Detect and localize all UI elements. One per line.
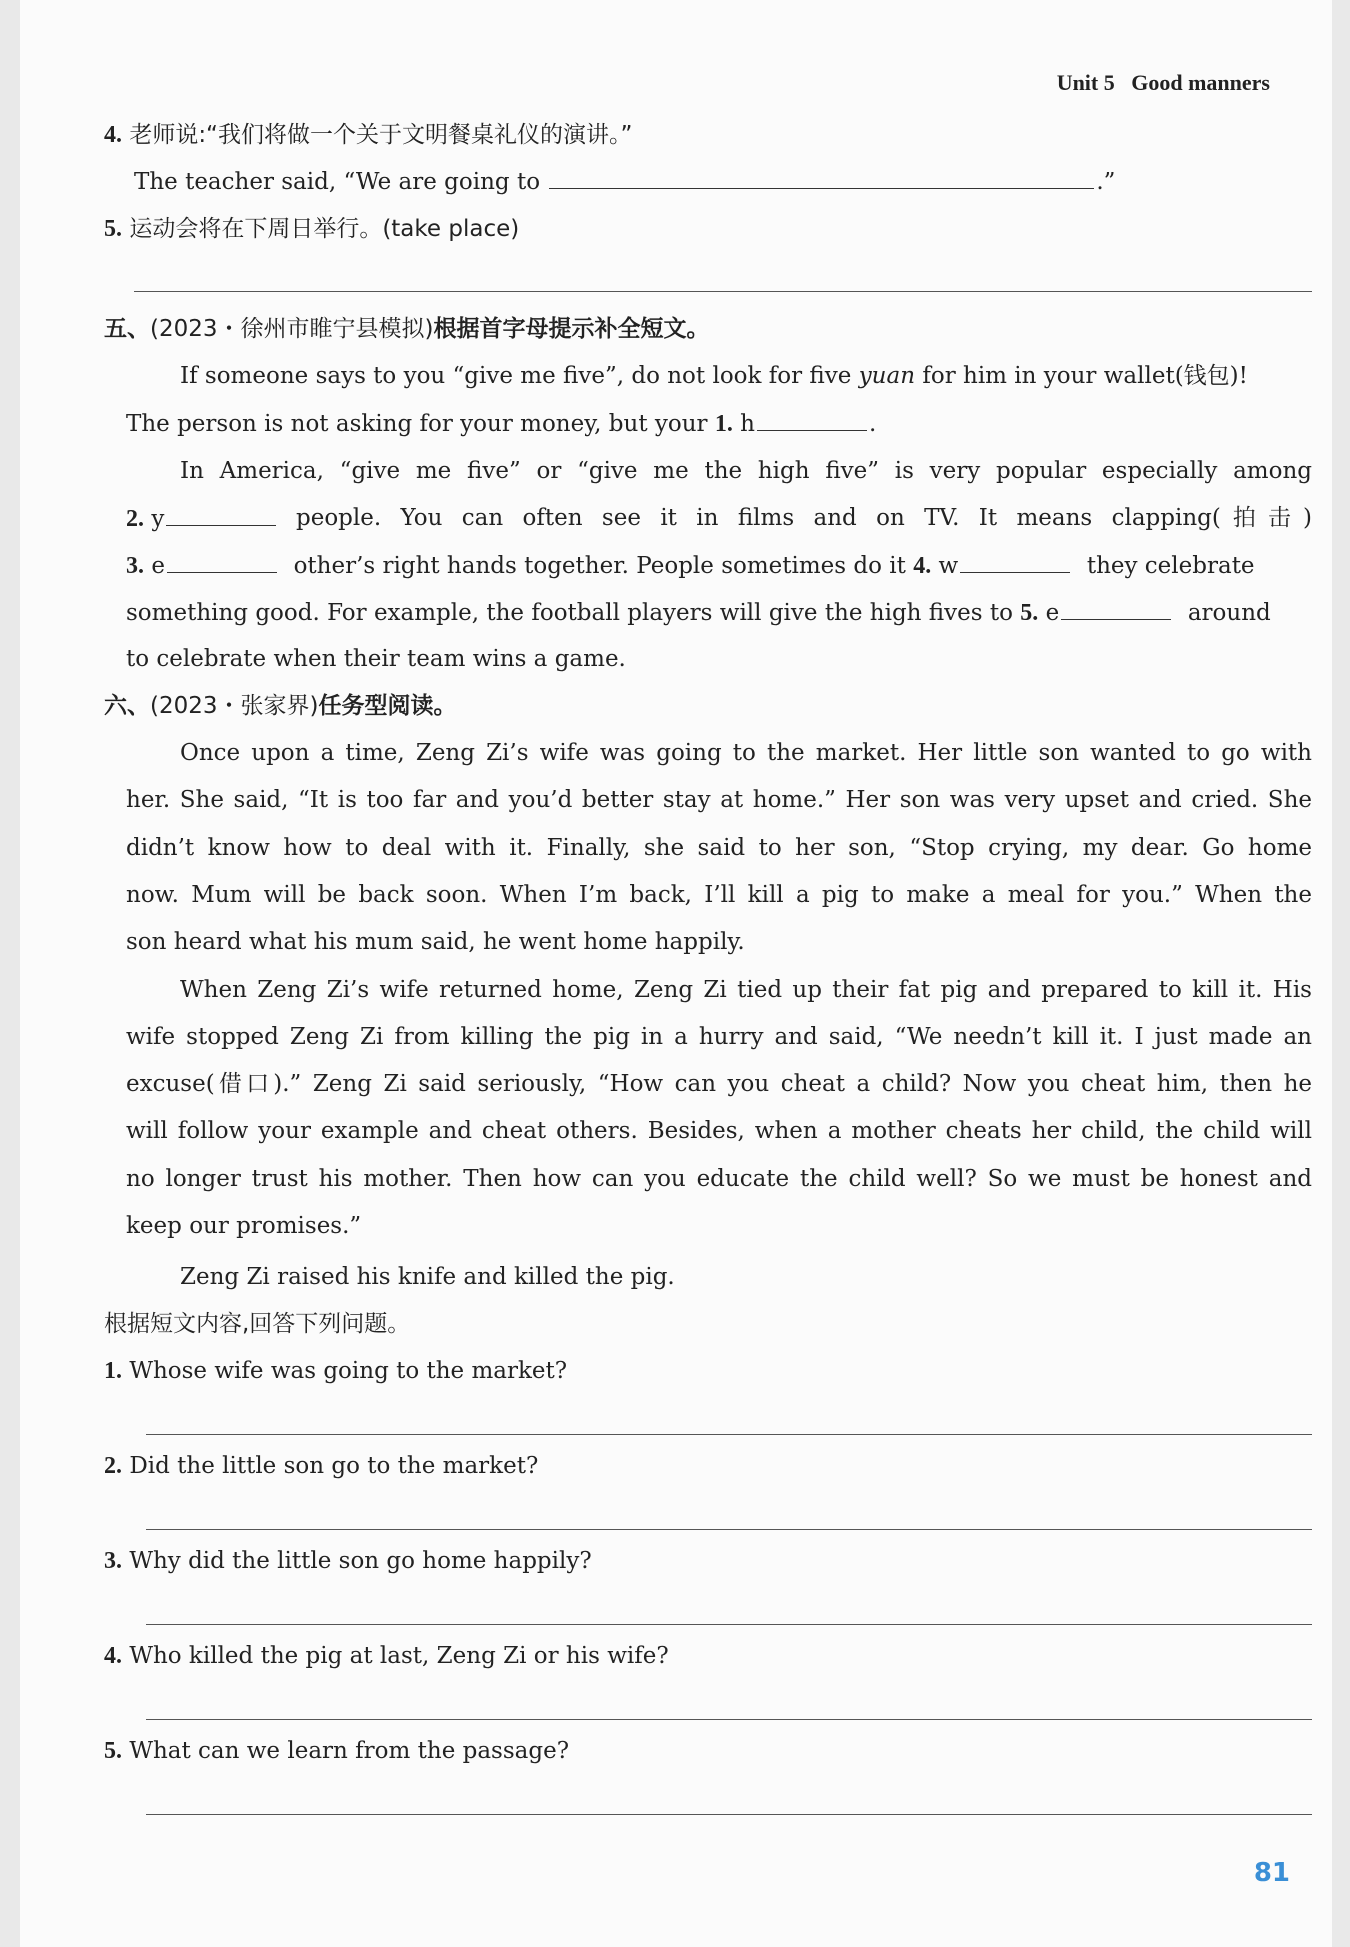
unit-label: Unit 5: [1056, 70, 1115, 95]
answer-line[interactable]: [146, 1814, 1312, 1815]
passage-line: will follow your example and cheat others. Besides, when a mother cheats her child, the child will: [126, 1118, 1312, 1145]
passage-line: When Zeng Zi’s wife returned home, Zeng Zi tied up their fat pig and prepared to kill it. His: [180, 976, 1312, 1003]
section5-line5: 3. e other’s right hands together. People sometimes do it 4. w they celebrate: [126, 548, 1350, 583]
question-number: 2.: [104, 1453, 122, 1479]
passage-closing: Zeng Zi raised his knife and killed the pig.: [180, 1264, 675, 1290]
translate-q4-cn: 4. 老师说:“我们将做一个关于文明餐桌礼仪的演讲。”: [104, 122, 633, 148]
section5-line1: If someone says to you “give me five”, do not look for five yuan for him in your wallet(钱包)!: [180, 363, 1248, 389]
answer-line[interactable]: [146, 1624, 1312, 1625]
question-number: 1.: [104, 1358, 122, 1384]
workbook-page: [20, 0, 1332, 1947]
passage-line: her. She said, “It is too far and you’d better stay at home.” Her son was very upset and cried. She: [126, 787, 1312, 814]
answer-blank[interactable]: [549, 164, 1094, 189]
question-number: 4.: [104, 1643, 122, 1669]
section5-line7: to celebrate when their team wins a game.: [126, 646, 626, 672]
passage-line: wife stopped Zeng Zi from killing the pig in a hurry and said, “We needn’t kill it. I just made an: [126, 1023, 1312, 1050]
passage-line: excuse(借口).” Zeng Zi said seriously, “How can you cheat a child? Now you cheat him, then he: [126, 1071, 1312, 1098]
passage-line: keep our promises.”: [126, 1213, 362, 1239]
question-item: [104, 1354, 1350, 1388]
question-text: Whose wife was going to the market?: [129, 1358, 568, 1384]
section5-line4: 2. y people. You can often see it in films and on TV. It means clapping(拍击): [126, 501, 1350, 536]
answer-blank-5[interactable]: [1061, 595, 1171, 620]
question-item: [104, 1449, 1350, 1483]
answer-line[interactable]: [146, 1719, 1312, 1720]
question-text: Did the little son go to the market?: [129, 1453, 539, 1479]
answer-blank-1[interactable]: [757, 406, 867, 431]
passage-line: son heard what his mum said, he went home happily.: [126, 929, 745, 956]
section5-heading: 五、(2023・徐州市睢宁县模拟)根据首字母提示补全短文。: [104, 316, 710, 342]
unit-title: Good manners: [1131, 70, 1270, 95]
question-text: What can we learn from the passage?: [129, 1738, 570, 1764]
answer-line[interactable]: [134, 291, 1312, 292]
answer-line[interactable]: [146, 1529, 1312, 1530]
section5-line2: The person is not asking for your money, but your 1. h .: [126, 406, 1350, 441]
section5-line3: In America, “give me five” or “give me the high five” is very popular especially among: [180, 458, 1312, 484]
section5-line6: something good. For example, the football players will give the high fives to 5. e around: [126, 595, 1350, 630]
question-item: [104, 1639, 1350, 1673]
answer-blank-4[interactable]: [960, 548, 1070, 573]
task-instruction: 根据短文内容,回答下列问题。: [104, 1311, 411, 1337]
question-number: 5.: [104, 1738, 122, 1764]
answer-line[interactable]: [146, 1434, 1312, 1435]
question-number: 3.: [104, 1548, 122, 1574]
answer-blank-2[interactable]: [166, 501, 276, 526]
passage-line: now. Mum will be back soon. When I’m back, I’ll kill a pig to make a meal for you.” When the: [126, 881, 1312, 908]
section6-heading: 六、(2023・张家界)任务型阅读。: [104, 693, 457, 719]
question-text: Who killed the pig at last, Zeng Zi or his wife?: [129, 1643, 669, 1669]
question-item: [104, 1544, 1350, 1578]
passage-line: Once upon a time, Zeng Zi’s wife was going to the market. Her little son wanted to go with: [180, 740, 1312, 766]
passage-line: didn’t know how to deal with it. Finally, she said to her son, “Stop crying, my dear. Go home: [126, 834, 1312, 861]
question-item: [104, 1734, 1350, 1768]
question-text: Why did the little son go home happily?: [129, 1548, 592, 1574]
page-number: 81: [1253, 1858, 1290, 1888]
page-header: [1057, 70, 1270, 96]
translate-q5-cn: 5. 运动会将在下周日举行。(take place): [104, 216, 520, 242]
translate-q4-en: The teacher said, “We are going to .”: [134, 164, 1350, 199]
passage-line: no longer trust his mother. Then how can you educate the child well? So we must be honest and: [126, 1165, 1312, 1192]
answer-blank-3[interactable]: [167, 548, 277, 573]
